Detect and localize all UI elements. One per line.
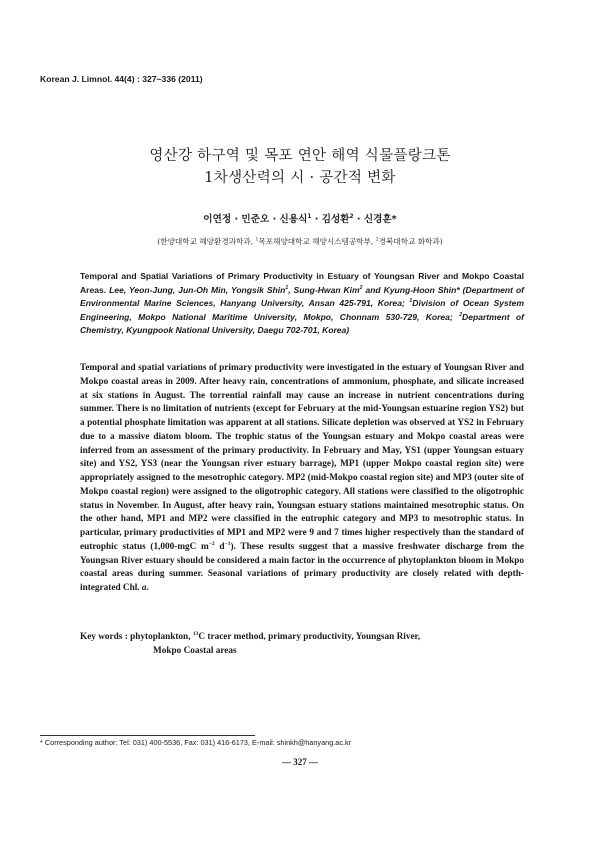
korean-title <box>0 145 600 189</box>
korean-title-line2: 1차생산력의 시 · 공간적 변화 <box>204 170 396 186</box>
english-authors: Lee, Yeon-Jung, Jun-Oh Min, Yongsik Shin$^1$, Sung-Hwan Kim$^2$ and Kyung-Hoon Shin* (Department of Environmental Marine Sciences, Hanyang University, Ansan 425-791, Korea; $^1$Division of Ocean System Engineering, Mokpo National Maritime University, Mokpo, Chonnam 530-729, Korea; $^2$Department of Chemistry, Kyungpook National University, Daegu 702-701, Korea) <box>80 284 525 336</box>
affil-sup-1: 1 <box>255 237 259 243</box>
korean-authors <box>0 211 600 225</box>
korean-affiliations <box>0 236 600 247</box>
journal-citation: Korean J. Limnol. 44(4) : 327~336 (2011) <box>40 74 203 84</box>
keywords-line2: Mokpo Coastal areas <box>153 645 237 656</box>
author-names-1: 이연정 · 민준오 · 신용식 <box>203 214 308 225</box>
author-sup-2: 2 <box>349 213 354 220</box>
korean-title-line1: 영산강 하구역 및 목포 연안 해역 식물플랑크톤 <box>149 148 451 164</box>
affil-part-1: (한양대학교 해양환경과학과, <box>157 237 256 246</box>
affil-sup-2: 2 <box>375 237 379 243</box>
english-title: Temporal and Spatial Variations of Primary Productivity in Estuary of Youngsan River and Mokpo Coastal Areas. <box>80 271 524 295</box>
affil-part-2: 목포해양대학교 해양시스템공학부, <box>258 237 376 246</box>
author-names-3: · 신경훈* <box>353 214 397 225</box>
page-number: — 327 — <box>282 757 318 767</box>
keywords-label: Key words : <box>80 632 131 642</box>
abstract: Temporal and spatial variations of primary productivity were investigated in the estuary of Youngsan River and Mokpo coastal areas in 2009. After heavy rain, concentrations of ammonium, phosphate, and silicate increased at six stations in August. The torrential rainfall may cause an increase in nutrient concentrations during summer. There is no limitation of nutrients (except for February at the mid-Youngsan estuarine region YS2) but a potential phosphate limitation was apparent at all stations. Silicate depletion was observed at YS2 in February due to a massive diatom bloom. The trophic status of the Youngsan estuary and Mokpo coastal areas were inferred from an assessment of the primary productivity. In February and May, YS1 (upper Youngsan estuary site) and YS2, YS3 (near the Youngsan river estuary barrage), MP1 (upper Mokpo coastal region site) were appropriately assigned to the mesotrophic category. MP2 (mid-Mokpo coastal region site) and MP3 (outer site of Mokpo coastal region) were assigned to the oligotrophic category. All stations were classified to the oligotrophic status in November. In August, after heavy rain, Youngsan estuary stations maintained mesotrophic status. On the other hand, MP1 and MP2 were classified in the eutrophic category and MP3 to mesotrophic status. In particular, primary productivities of MP1 and MP2 were 9 and 7 times higher respectively than the standard of eutrophic status (1,000-mgC $m^{-2}$ $d^{-1}$). These results suggest that a massive freshwater discharge from the Youngsan River estuary should be considered a main factor in the occurrence of phytoplankton bloom in Mokpo coastal areas during summer. Seasonal variations of primary productivity are closely related with depth-integrated Chl. a. <box>80 363 524 593</box>
english-affiliations: (Department of Environmental Marine Sciences, Hanyang University, Ansan 425-791, Korea; $^1$Division of Ocean System Engineering, Mokpo National Maritime University, Mokpo, Chonnam 530-729, Korea; $^2$Department of Chemistry, Kyungpook National University, Daegu 702-701, Korea) <box>80 284 525 336</box>
english-header-block <box>80 270 524 338</box>
keywords-line1: Key words : phytoplankton, $^{13}$C tracer method, primary productivity, Youngsan River, <box>80 630 421 642</box>
corresponding-author-footnote: * Corresponding author: Tel: 031) 400-5536, Fax: 031) 416-6173, E-mail: shinkh@hanyang.ac.kr <box>40 738 352 747</box>
keywords <box>80 631 524 658</box>
author-names-2: · 김성환 <box>311 214 350 225</box>
footnote-divider <box>40 735 255 736</box>
author-sup-1: 1 <box>307 213 312 220</box>
affil-part-3: 경북대학교 화학과) <box>378 237 443 246</box>
